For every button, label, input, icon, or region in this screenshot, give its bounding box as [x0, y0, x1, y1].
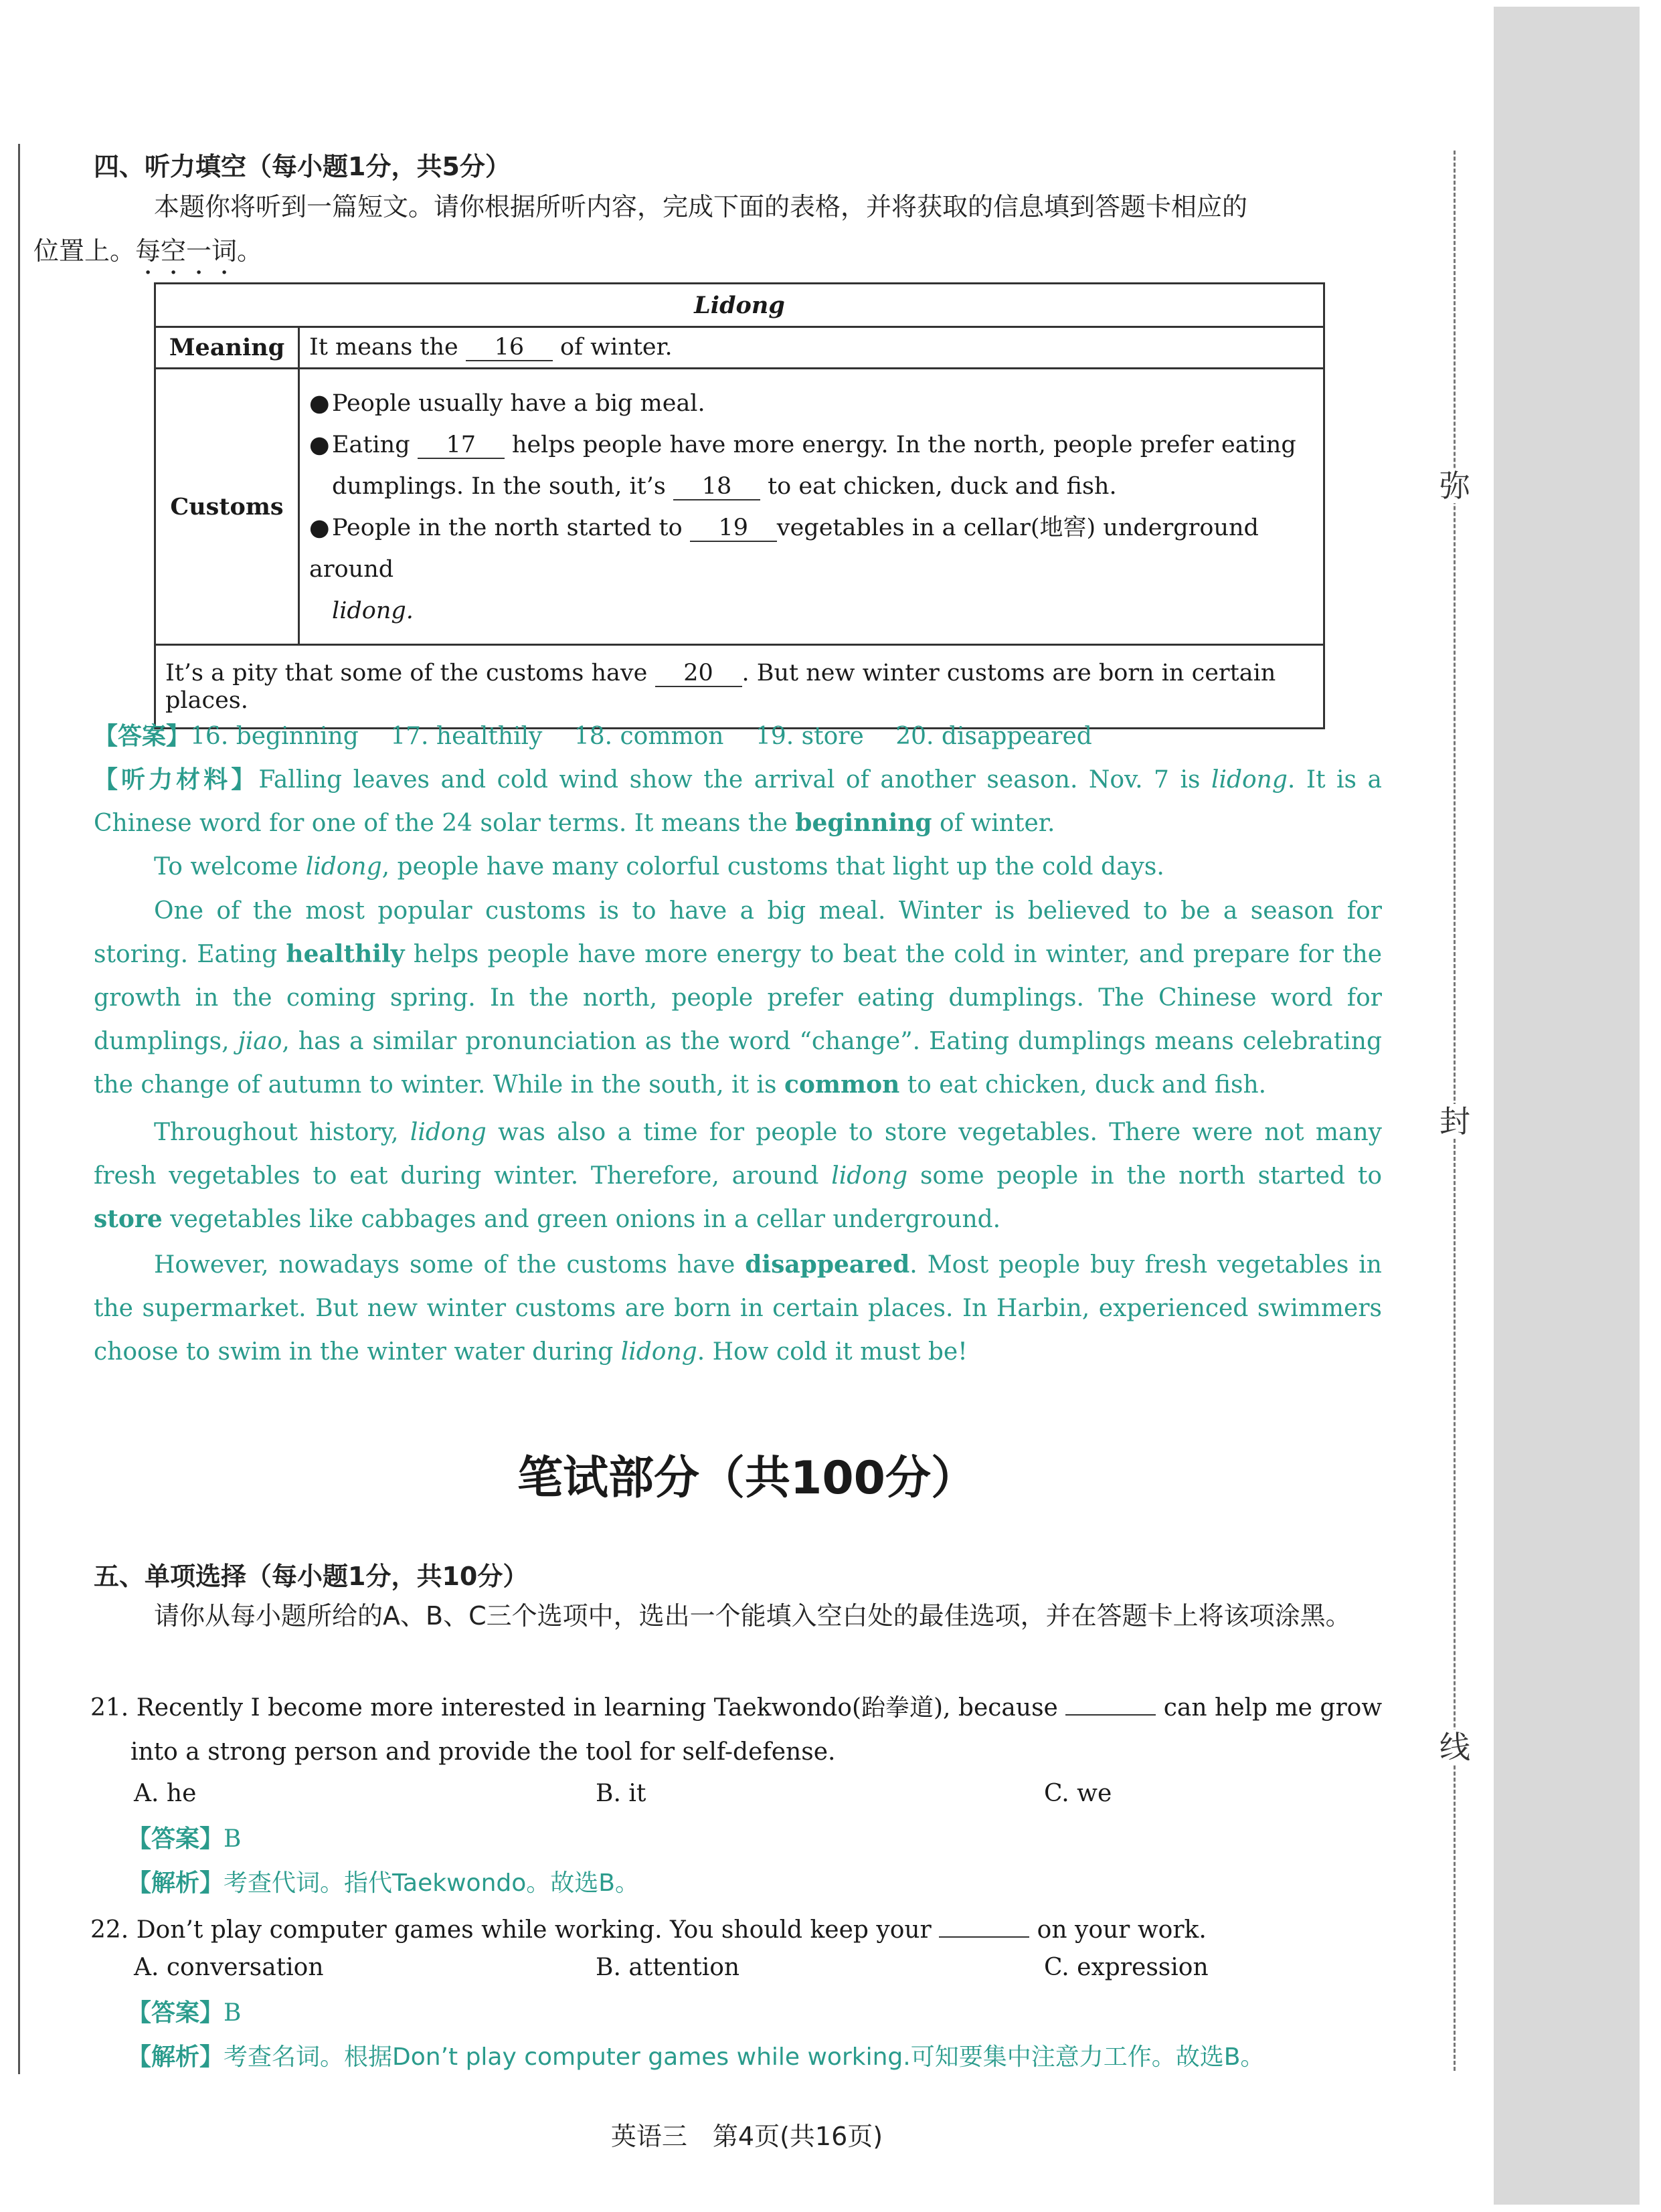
custom-bullet-2a: Eating	[332, 432, 410, 458]
q22-answer	[127, 1994, 241, 2028]
q22-option-a: A. conversation	[134, 1954, 324, 1981]
section5-title: 五、单项选择（每小题1分，共10分）	[94, 1562, 529, 1591]
p5-text-a: However, nowadays some of the customs have	[154, 1251, 746, 1279]
transcript-paragraph-1	[94, 758, 1382, 845]
transcript-paragraph-2	[94, 845, 1382, 889]
section4-title: 四、听力填空（每小题1分，共5分）	[94, 152, 511, 181]
custom-bullet-3b: vegetables in a cellar(地窖) underground around	[309, 515, 1259, 583]
p1-lidong: lidong	[1211, 766, 1288, 794]
p5-bold-disappeared: disappeared	[745, 1251, 910, 1279]
p4-text-c: some people in the north started to	[907, 1162, 1383, 1190]
p4-text-d: vegetables like cabbages and green onions in a cellar underground.	[162, 1206, 1001, 1233]
question-22	[90, 1908, 1385, 1952]
q22-blank	[939, 1936, 1029, 1938]
section4-instruction-emphasis: 每空一词	[135, 236, 238, 266]
p2-text-a: To welcome	[154, 853, 306, 881]
q22-option-b: B. attention	[596, 1954, 740, 1981]
q21-answer-value: B	[224, 1825, 242, 1853]
question-21	[90, 1686, 1425, 1774]
seal-char-mi: 弥	[1437, 468, 1472, 503]
table-footer-pre: It’s a pity that some of the customs have	[165, 659, 648, 686]
meaning-label: Meaning	[155, 327, 299, 369]
binding-strip	[1494, 7, 1640, 2205]
blank-16: 16	[466, 335, 553, 361]
p3-text-a: One of the most popular customs is to have a big meal. Winter is believed to be a season for storing. Eating	[94, 897, 1382, 968]
meaning-cell	[299, 327, 1324, 369]
section4-instruction-line2a: 位置上。	[33, 236, 136, 266]
section5-instruction-text: 请你从每小题所给的A、B、C三个选项中，选出一个能填入空白处的最佳选项，并在答题卡上将该项涂黑。	[154, 1601, 1351, 1631]
table-footer-post: . But new winter customs are born in certain places.	[165, 659, 1276, 714]
answer-line	[94, 717, 1092, 751]
q22-answer-value: B	[224, 1999, 242, 2027]
section5-instruction	[94, 1594, 1382, 1638]
meaning-pre: It means the	[309, 334, 458, 361]
custom-bullet-1: People usually have a big meal.	[332, 390, 705, 417]
answer-tag: 【答案】	[94, 723, 191, 750]
p4-text-b: was also a time for people to store vegetables. There were not many fresh vegetables to eat during winter. Therefore, around	[94, 1119, 1382, 1190]
answer-18: 18. common	[574, 723, 724, 750]
custom-bullet-3a: People in the north started to	[332, 515, 683, 541]
answer-19: 19. store	[755, 723, 864, 750]
transcript-paragraph-4	[94, 1111, 1382, 1241]
blank-18: 18	[673, 474, 760, 500]
section4-instruction-line1: 本题你将听到一篇短文。请你根据所听内容，完成下面的表格，并将获取的信息填到答题卡相应的	[154, 192, 1248, 221]
p4-text-a: Throughout history,	[154, 1119, 410, 1146]
p3-text-c: , has a similar pronunciation as the word “change”. Eating dumplings means celebrating the change of autumn to winter. While in the south, it is	[94, 1028, 1383, 1099]
p1-bold-beginning: beginning	[795, 809, 932, 837]
q21-stem-a: 21. Recently I become more interested in learning Taekwondo(跆拳道), because	[90, 1694, 1058, 1722]
meaning-post: of winter.	[560, 334, 673, 361]
seal-char-feng: 封	[1437, 1104, 1472, 1139]
p1-text-a: Falling leaves and cold wind show the arrival of another season. Nov. 7 is	[258, 766, 1211, 794]
p3-text-d: to eat chicken, duck and fish.	[899, 1071, 1267, 1099]
p2-text-b: , people have many colorful customs that light up the cold days.	[381, 853, 1164, 881]
answer-17: 17. healthily	[390, 723, 543, 750]
q21-answer-tag: 【答案】	[127, 1825, 224, 1853]
q22-answer-tag: 【答案】	[127, 1999, 224, 2027]
q21-explain-tag: 【解析】	[127, 1869, 224, 1897]
table-footer-cell	[155, 645, 1324, 729]
custom-bullet-2c: dumplings. In the south, it’s	[332, 473, 666, 500]
p2-lidong: lidong	[305, 853, 382, 881]
p5-text-b: . Most people buy fresh vegetables in the supermarket. But new winter customs are born in certain places. In Harbin, experienced swimmers choose to swim in the winter water during	[94, 1251, 1382, 1366]
blank-20: 20	[655, 660, 742, 687]
p5-lidong: lidong	[620, 1338, 697, 1366]
p4-bold-store: store	[94, 1205, 163, 1233]
transcript-paragraph-5	[94, 1243, 1382, 1374]
section4-instruction	[33, 185, 1382, 280]
customs-label: Customs	[155, 369, 299, 645]
p4-lidong: lidong	[410, 1119, 487, 1146]
q21-explanation	[127, 1864, 639, 1898]
written-part-title: 笔试部分（共100分）	[517, 1452, 976, 1505]
q21-option-b: B. it	[596, 1780, 646, 1807]
blank-19: 19	[690, 515, 777, 542]
p1-text-b: . It is a Chinese word for one of the 24 solar terms. It means the	[94, 766, 1382, 837]
seal-char-xian: 线	[1437, 1730, 1472, 1764]
q21-option-a: A. he	[134, 1780, 197, 1807]
answer-16: 16. beginning	[190, 723, 359, 750]
q21-option-c: C. we	[1044, 1780, 1112, 1807]
p5-text-c: . How cold it must be!	[697, 1338, 968, 1366]
section4-instruction-line2c: 。	[237, 236, 263, 266]
answer-20: 20. disappeared	[895, 723, 1092, 750]
transcript-paragraph-3	[94, 889, 1382, 1107]
table-title: Lidong	[155, 284, 1324, 327]
custom-bullet-2b: helps people have more energy. In the north, people prefer eating	[511, 432, 1296, 458]
p3-bold-healthily: healthily	[286, 940, 405, 968]
customs-cell: ●People usually have a big meal. ●Eating 17 helps people have more energy. In the north, people prefer eating dumplings. In the south, it’s 18 to eat chicken, duck and fish. ●People in the north started to 19 vegetables in a cellar(地窖) underground around lidong.	[299, 369, 1324, 645]
q21-blank	[1065, 1714, 1156, 1716]
p1-text-c: of winter.	[932, 810, 1055, 837]
lidong-table	[154, 282, 1325, 729]
left-margin-rule	[18, 144, 20, 2074]
p3-text-b: helps people have more energy to beat the cold in winter, and prepare for the growth in the coming spring. In the north, people prefer eating dumplings. The Chinese word for dumplings,	[94, 941, 1382, 1055]
q22-explanation	[127, 2038, 1264, 2072]
q22-explain-tag: 【解析】	[127, 2043, 224, 2071]
q21-explain-text: 考查代词。指代Taekwondo。故选B。	[224, 1869, 639, 1897]
page-footer: 英语三 第4页(共16页)	[610, 2122, 883, 2151]
custom-bullet-2d: to eat chicken, duck and fish.	[768, 473, 1117, 500]
p4-lidong-2: lidong	[831, 1162, 908, 1190]
p3-bold-common: common	[784, 1071, 900, 1099]
q22-stem-a: 22. Don’t play computer games while working. You should keep your	[90, 1916, 932, 1944]
p3-jiao: jiao	[238, 1028, 282, 1055]
q21-stem-b: can help me grow into a strong person and provide the tool for self-defense.	[130, 1694, 1383, 1766]
q21-answer	[127, 1820, 241, 1854]
q22-explain-text: 考查名词。根据Don’t play computer games while working.可知要集中注意力工作。故选B。	[224, 2043, 1265, 2071]
blank-17: 17	[418, 432, 505, 459]
custom-bullet-3c: lidong.	[332, 597, 414, 624]
q22-stem-b: on your work.	[1037, 1916, 1207, 1944]
q22-option-c: C. expression	[1044, 1954, 1209, 1981]
listening-tag: 【听力材料】	[94, 766, 259, 794]
